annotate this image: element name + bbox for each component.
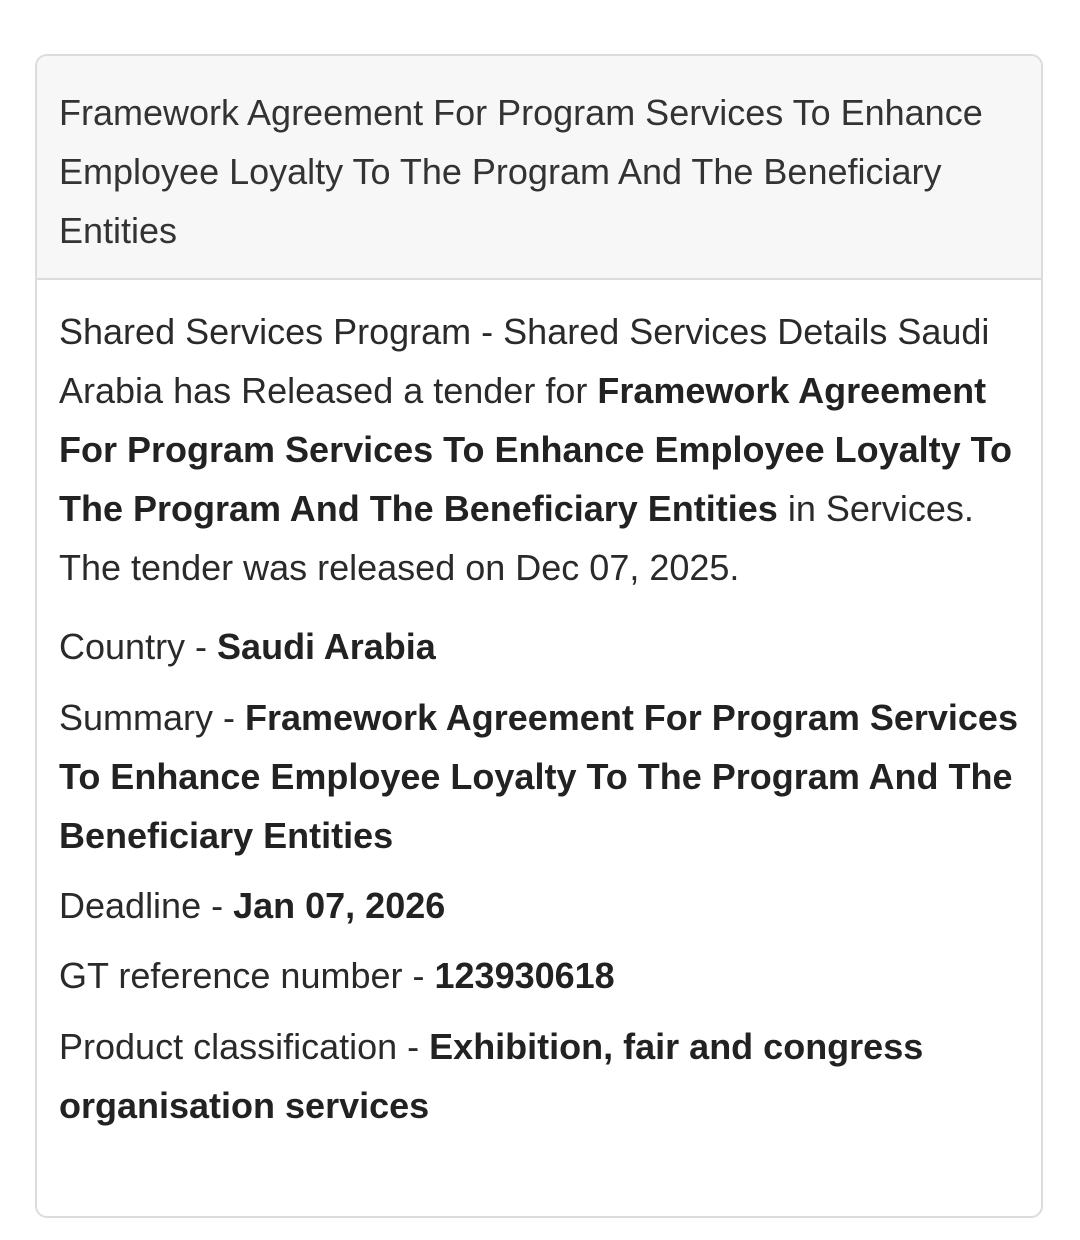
country-field: [59, 617, 1019, 676]
gt-reference-value: 123930618: [434, 955, 615, 996]
card-body: [37, 280, 1041, 1135]
card-header: [37, 56, 1041, 280]
gt-reference-label: GT reference number -: [59, 955, 435, 996]
deadline-field: [59, 876, 1019, 935]
gt-reference-field: [59, 946, 1019, 1005]
country-label: Country -: [59, 626, 218, 667]
tender-card: [35, 54, 1043, 1218]
country-value: Saudi Arabia: [217, 626, 436, 667]
summary-field: [59, 688, 1019, 865]
summary-label: Summary -: [59, 697, 246, 738]
deadline-value: Jan 07, 2026: [233, 885, 446, 926]
tender-intro: [59, 302, 1019, 597]
product-classification-value: Exhibition, fair and congress organisation services: [59, 1026, 924, 1126]
intro-tail-text: in Services. The tender was released on Dec 07, 2025.: [59, 488, 974, 588]
intro-tender-name: Framework Agreement For Program Services To Enhance Employee Loyalty To The Program And The Beneficiary Entities: [59, 370, 1012, 529]
product-classification-label: Product classification -: [59, 1026, 430, 1067]
intro-lead-text: Shared Services Program - Shared Services Details Saudi Arabia has Released a tender for: [59, 311, 990, 411]
tender-title[interactable]: Framework Agreement For Program Services To Enhance Employee Loyalty To The Program And The Beneficiary Entities: [59, 92, 983, 251]
deadline-label: Deadline -: [59, 885, 234, 926]
summary-value: Framework Agreement For Program Services To Enhance Employee Loyalty To The Program And The Beneficiary Entities: [59, 697, 1018, 856]
product-classification-field: [59, 1017, 1019, 1135]
